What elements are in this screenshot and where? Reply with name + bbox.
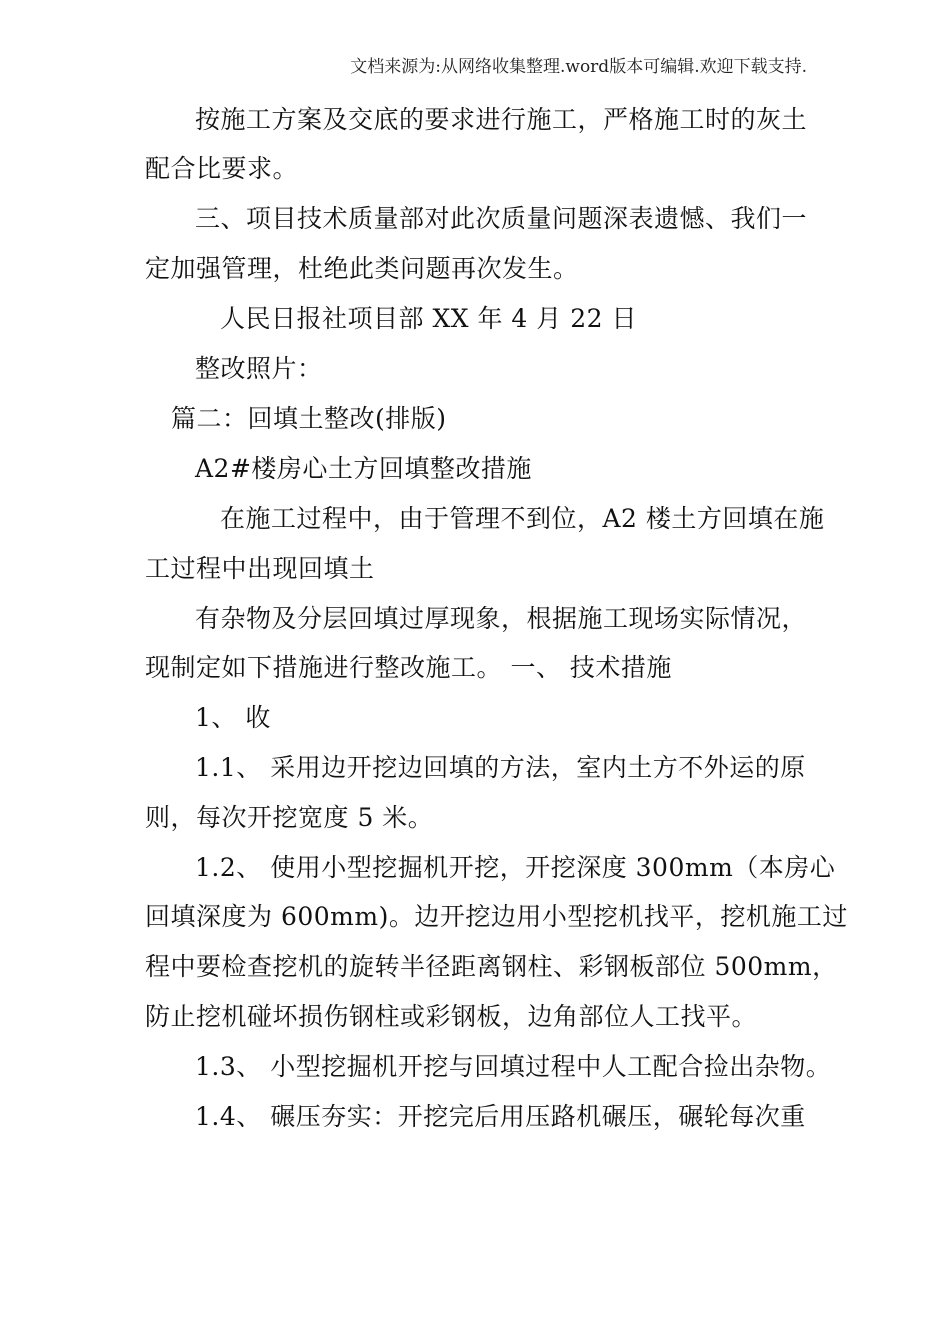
paragraph-line: 定加强管理，杜绝此类问题再次发生。 <box>145 254 579 283</box>
list-item: 1.1、 采用边开挖边回填的方法，室内土方不外运的原 <box>195 753 806 782</box>
paragraph-line: 回填深度为 600mm)。边开挖边用小型挖机找平，挖机施工过 <box>145 902 848 931</box>
paragraph-line: 防止挖机碰坏损伤钢柱或彩钢板，边角部位人工找平。 <box>145 1002 758 1031</box>
paragraph-line: 按施工方案及交底的要求进行施工，严格施工时的灰土 <box>195 105 808 134</box>
paragraph-line: 工过程中出现回填土 <box>145 554 375 583</box>
paragraph-line: 现制定如下措施进行整改施工。 一、 技术措施 <box>145 653 672 682</box>
list-item: 1.4、 碾压夯实：开挖完后用压路机碾压，碾轮每次重 <box>195 1102 806 1131</box>
section-heading: 篇二：回填土整改(排版) <box>171 404 447 433</box>
paragraph-line: 整改照片： <box>195 354 323 383</box>
list-item: 1.3、 小型挖掘机开挖与回填过程中人工配合捡出杂物。 <box>195 1052 832 1081</box>
paragraph-line: 程中要检查挖机的旋转半径距离钢柱、彩钢板部位 500mm， <box>145 952 838 981</box>
signature-line: 人民日报社项目部 XX 年 4 月 22 日 <box>220 304 637 333</box>
paragraph-line: 有杂物及分层回填过厚现象，根据施工现场实际情况， <box>195 604 808 633</box>
paragraph-line: 配合比要求。 <box>145 154 299 183</box>
source-note: 文档来源为:从网络收集整理.word版本可编辑.欢迎下载支持. <box>350 57 807 77</box>
paragraph-line: 三、项目技术质量部对此次质量问题深表遗憾、我们一 <box>195 204 808 233</box>
list-heading: 1、 收 <box>195 703 271 732</box>
section-title: A2#楼房心土方回填整改措施 <box>195 454 532 483</box>
paragraph-line: 则，每次开挖宽度 5 米。 <box>145 803 434 832</box>
paragraph-line: 在施工过程中，由于管理不到位，A2 楼土方回填在施 <box>220 504 825 533</box>
list-item: 1.2、 使用小型挖掘机开挖，开挖深度 300mm（本房心 <box>195 853 836 882</box>
